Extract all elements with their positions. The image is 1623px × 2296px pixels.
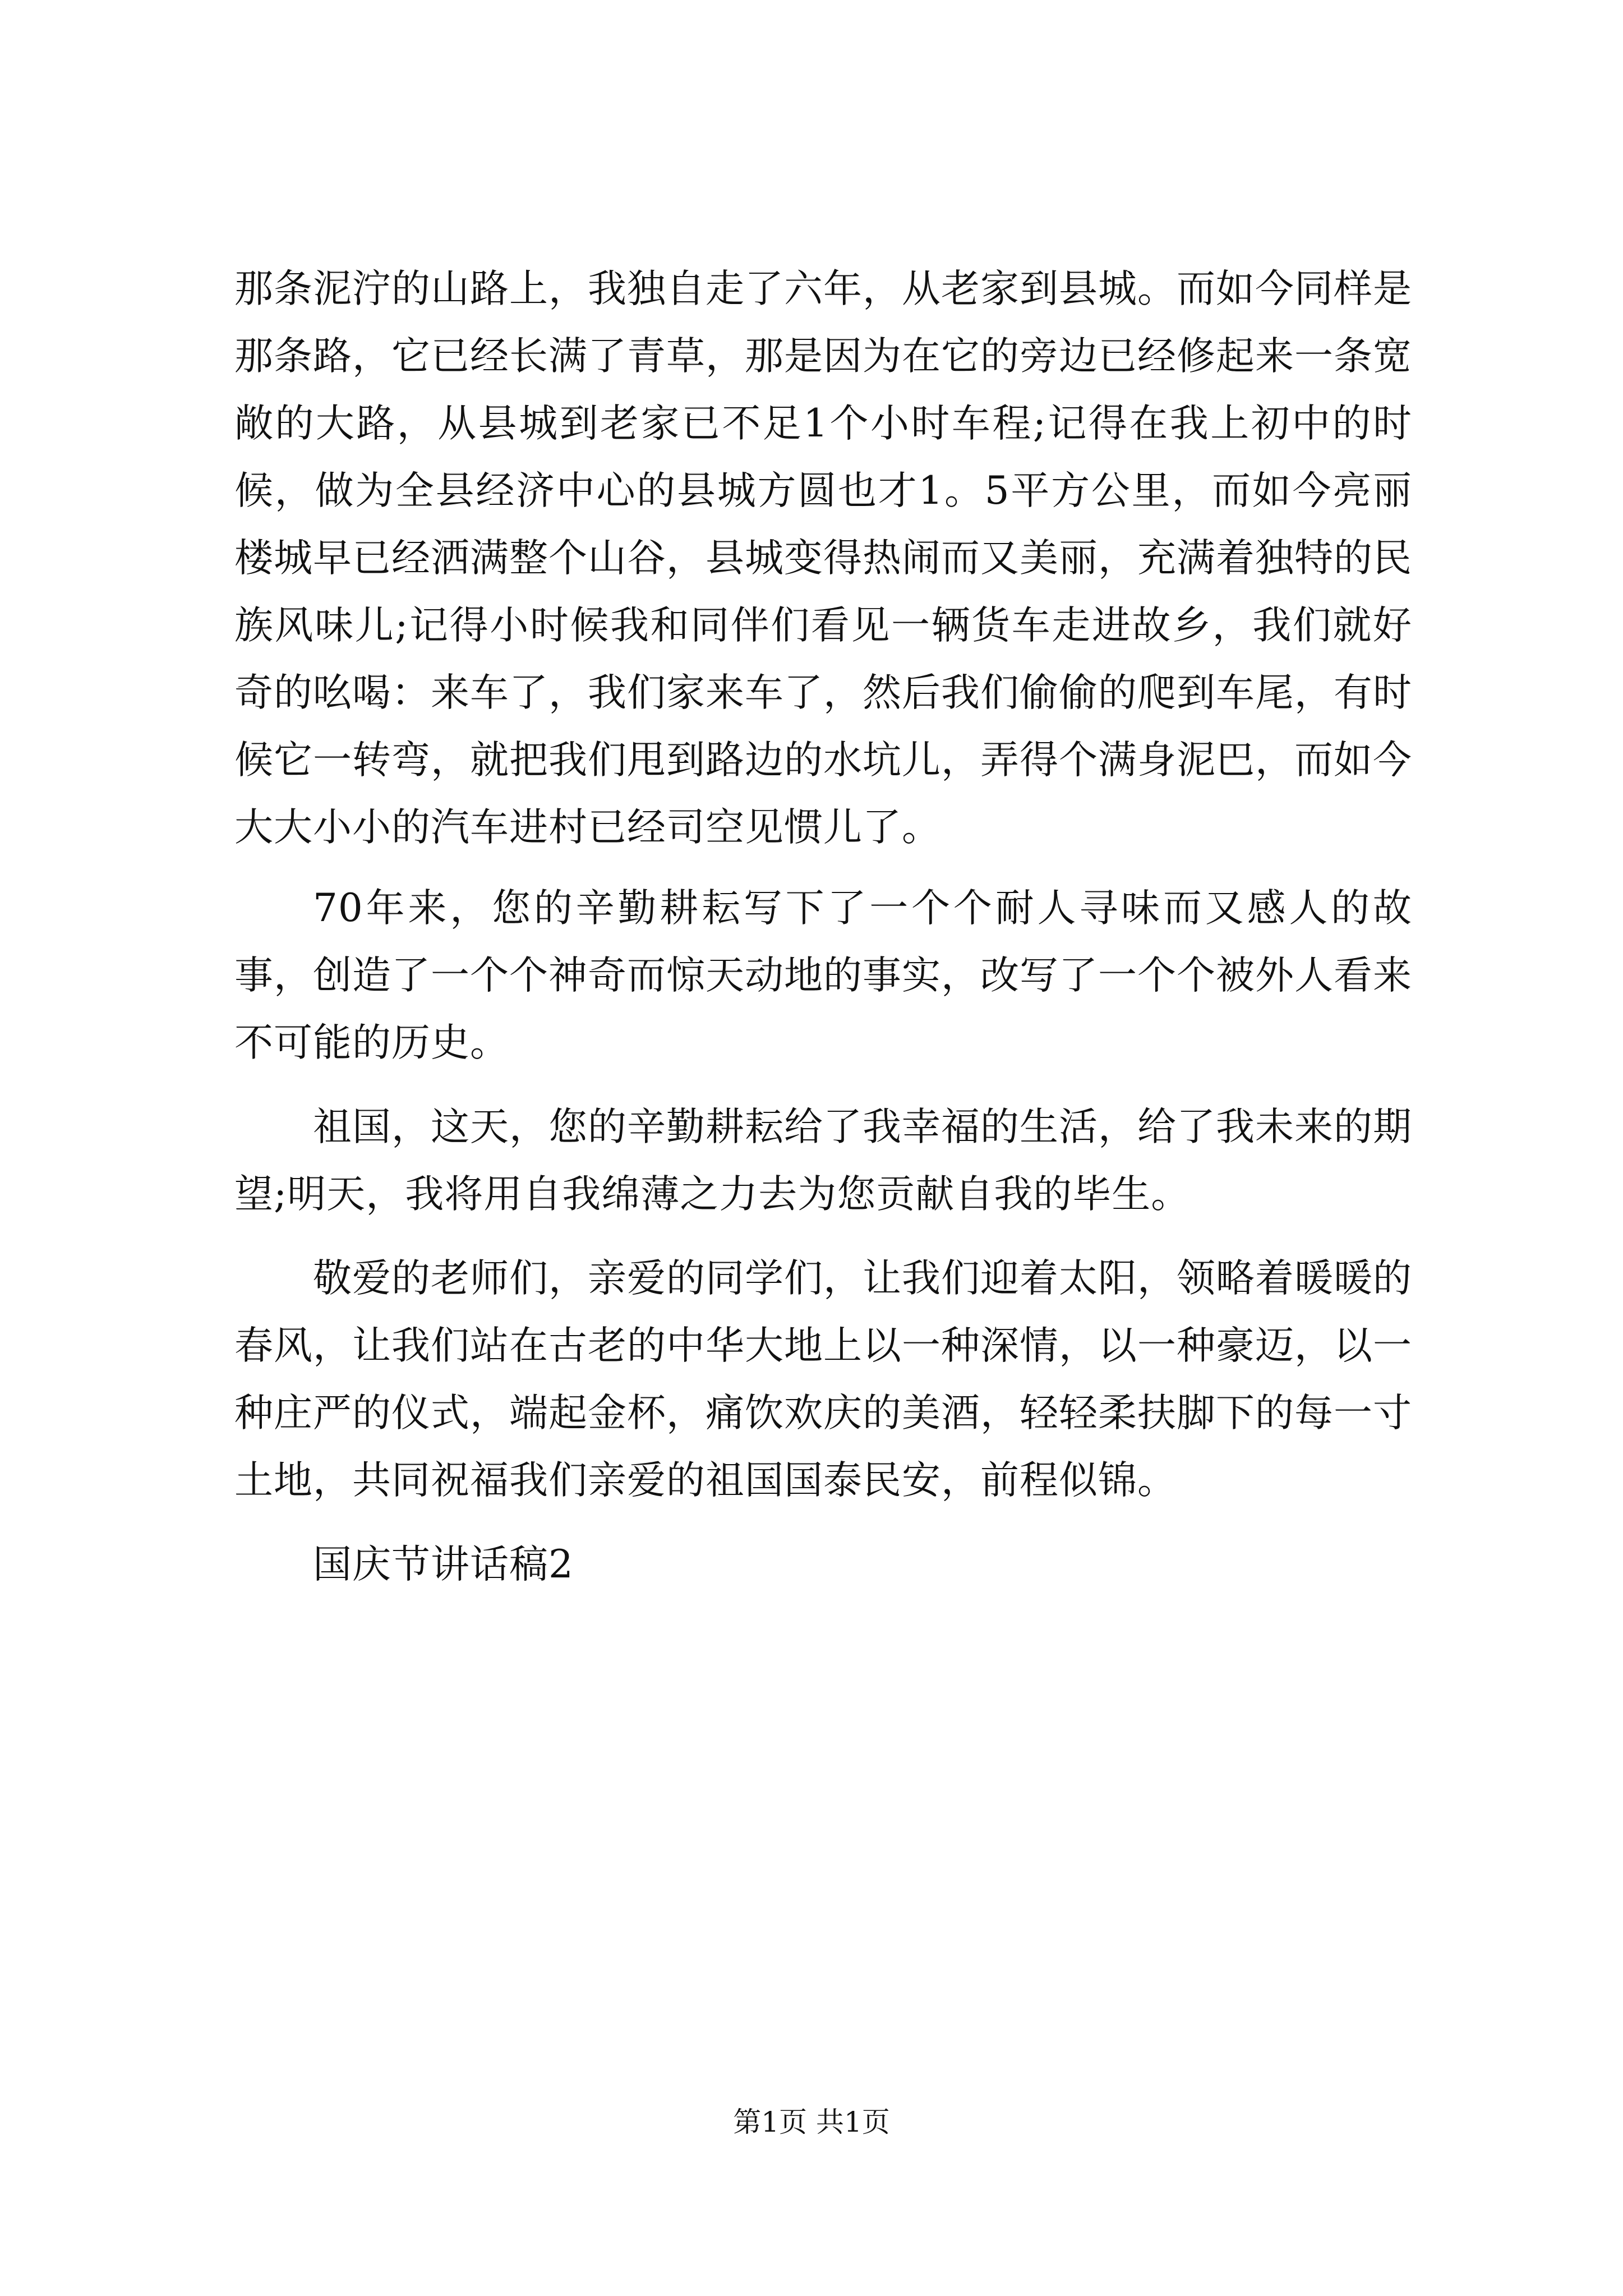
paragraph-2: 70年来，您的辛勤耕耘写下了一个个耐人寻味而又感人的故事，创造了一个个神奇而惊天动地的事实，改写了一个个被外人看来不可能的历史。 — [234, 886, 1412, 1065]
paragraph-1: 那条泥泞的山路上，我独自走了六年，从老家到县城。而如今同样是那条路，它已经长满了青草，那是因为在它的旁边已经修起来一条宽敞的大路，从县城到老家已不足1个小时车程;记得在我上初中的时候，做为全县经济中心的县城方圆也才1。5平方公里，而如今亮丽楼城早已经洒满整个山谷，县城变得热闹而又美丽，充满着独特的民族风味儿;记得小时候我和同伴们看见一辆货车走进故乡，我们就好奇的吆喝：来车了，我们家来车了，然后我们偷偷的爬到车尾，有时候它一转弯，就把我们甩到路边的水坑儿，弄得个满身泥巴，而如今大大小小的汽车进村已经司空见惯儿了。 — [234, 266, 1412, 850]
section-heading: 国庆节讲话稿2 — [313, 1542, 574, 1587]
page-footer — [0, 2102, 1623, 2142]
page-number-label: 第1页 共1页 — [733, 2106, 890, 2138]
document-body — [234, 255, 1412, 1598]
paragraph-3: 祖国，这天，您的辛勤耕耘给了我幸福的生活，给了我未来的期望;明天，我将用自我绵薄之力去为您贡献自我的毕生。 — [234, 1105, 1412, 1217]
paragraph-4: 敬爱的老师们，亲爱的同学们，让我们迎着太阳，领略着暖暖的春风，让我们站在古老的中华大地上以一种深情，以一种豪迈，以一种庄严的仪式，端起金杯，痛饮欢庆的美酒，轻轻柔扶脚下的每一寸土地，共同祝福我们亲爱的祖国国泰民安，前程似锦。 — [234, 1256, 1412, 1503]
